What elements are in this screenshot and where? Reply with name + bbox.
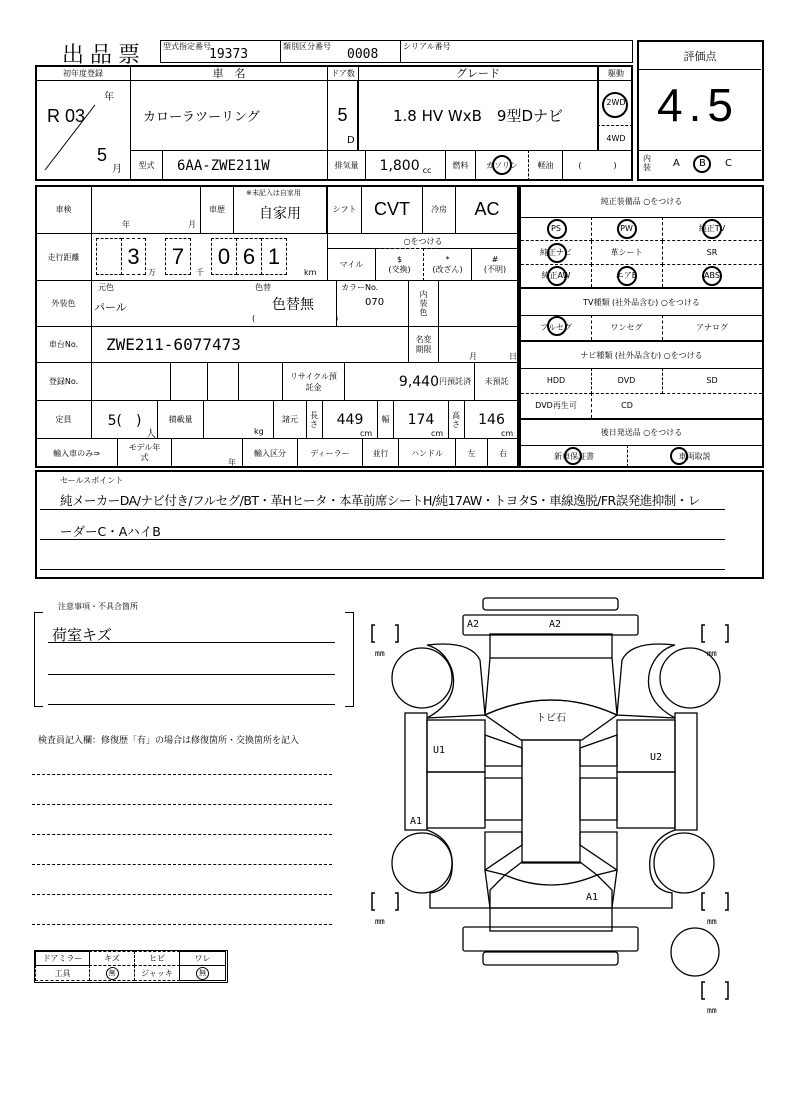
color-no-label: カラーNo. [341, 283, 379, 292]
mirror-scratch: キズ [89, 951, 135, 966]
damage-mark: U2 [650, 752, 663, 763]
navi-dvd-playback: DVD再生可 [521, 393, 592, 418]
mileage-digit: 1 [261, 238, 287, 275]
length-label: 長さ [306, 400, 323, 439]
year-unit: 年 [104, 92, 114, 103]
shift-label: シフト [327, 185, 362, 234]
right-front-fender [617, 644, 675, 718]
tv-analog: アナログ [696, 323, 728, 332]
nc-day: 日 [509, 352, 517, 361]
equipment-item: 純正ナビ [521, 241, 592, 265]
history: 自家用 [259, 205, 301, 222]
damage-mark: U1 [433, 745, 446, 756]
notes-line: 荷室キズ [52, 626, 112, 644]
sales-line: ーダーC・AハイB [60, 524, 161, 539]
recycle-label: リサイクル預託金 [282, 362, 345, 401]
navi-label: ナビ種類 (社外品含む) ○をつける [519, 340, 764, 369]
mileage-label: 走行距離 [35, 233, 92, 281]
doors: 5 [327, 80, 359, 151]
shift: CVT [361, 185, 423, 234]
capacity-label: 定員 [35, 400, 92, 439]
height-label: 高さ [448, 400, 465, 439]
km-unit: km [304, 268, 317, 277]
model-year-unit: 年 [228, 458, 236, 467]
later-label: 後日発送品 ○をつける [519, 418, 764, 446]
damage-mark: A2 [549, 619, 562, 630]
tv-fullseg: フルセグ [521, 315, 592, 340]
recycle-amount: 9,440 [398, 373, 439, 390]
sales-label: セールスポイント [60, 476, 124, 485]
tv-label: TV種類 (社外品含む) ○をつける [519, 287, 764, 316]
left-front-tire [392, 648, 452, 708]
doors-label: ドア数 [327, 65, 359, 81]
inspection-month-unit: 月 [188, 220, 196, 229]
width-label: 幅 [377, 400, 394, 439]
type-no: 19373 [209, 47, 249, 62]
tv-oneseg: ワンセグ [591, 315, 663, 340]
car-name: カローラツーリング [130, 80, 328, 151]
tire-bracket [702, 625, 728, 642]
left-sill [405, 713, 427, 830]
mirror-label: ドアミラー [35, 951, 90, 966]
interior-grade-c: C [725, 158, 732, 169]
navi-hdd: HDD [521, 368, 592, 394]
drive-2wd: 2WD [597, 80, 633, 126]
mileage-digit: 3 [121, 238, 146, 275]
roof [522, 740, 580, 863]
equipment-item: ABS [704, 271, 720, 280]
left-rear-door [427, 772, 485, 828]
reg-no-label: 登録No. [35, 362, 92, 401]
left-front-fender [427, 644, 485, 718]
navi-sd: SD [662, 368, 762, 394]
handle-right: 右 [487, 438, 519, 468]
color-label: 外装色 [35, 280, 92, 327]
equipment-item: PS [521, 217, 592, 241]
navi-dvd: DVD [591, 368, 663, 394]
chassis-label: 車台No. [35, 326, 92, 363]
recycle-unpaid: 未預託 [474, 362, 519, 401]
grade: 1.8 HV WxB 9型Dナビ [358, 80, 598, 151]
equipment-item: PW [591, 217, 663, 241]
handle-left: 左 [455, 438, 488, 468]
score-value: 4.5 [657, 79, 739, 131]
load-label: 積載量 [157, 400, 204, 439]
mileage-mark-label: ○をつける [327, 233, 519, 249]
month-unit: 月 [112, 164, 122, 175]
mm-unit: mm [707, 1006, 717, 1015]
cc-unit: cc [422, 166, 432, 175]
fuel-diesel: 軽油 [528, 150, 563, 181]
orig-color-label: 元色 [98, 283, 114, 292]
equipment-label: 純正装備品 ○をつける [521, 186, 762, 218]
displacement: 1,800 [379, 157, 420, 174]
width: 174 [407, 411, 435, 428]
spec-label: 諸元 [273, 400, 307, 439]
inspection-year-unit: 年 [122, 220, 130, 229]
damage-mark: A1 [586, 892, 599, 903]
displacement-label: 排気量 [327, 150, 366, 181]
equipment-item: エアB [591, 264, 663, 287]
repaint-label: 色替 [255, 283, 271, 292]
later-manual: 車両取説 [678, 451, 711, 461]
import-parallel: 並行 [362, 438, 399, 468]
capacity: 5( ) [107, 412, 142, 429]
tire-bracket [372, 625, 398, 642]
mileage-mark-unknown: # (不明) [471, 248, 519, 281]
first-reg-label: 初年度登録 [35, 65, 131, 81]
length: 449 [336, 411, 364, 428]
grade-label: グレード [358, 65, 598, 81]
mm-unit: mm [375, 649, 385, 658]
handle-label: ハンドル [398, 438, 456, 468]
first-reg-year: R 03 [47, 106, 86, 126]
right-front-door [617, 720, 675, 772]
notes-label: 注意事項・不具合箇所 [58, 602, 138, 611]
right-rear-tire [654, 833, 714, 893]
rear-glass [505, 862, 597, 885]
tire-bracket [702, 982, 728, 999]
serial-label: シリアル番号 [403, 42, 451, 51]
repaint: 色替無 [272, 297, 314, 313]
cm-unit: cm [431, 429, 444, 438]
model: 6AA-ZWE211W [162, 150, 328, 181]
jack-value: 無 [196, 967, 209, 980]
import-type-label: 輸入区分 [242, 438, 298, 468]
height: 146 [478, 411, 505, 428]
inspector-label: 検査員記入欄：修復歴「有」の場合は修復箇所・交換箇所を記入 [38, 736, 300, 746]
cm-unit: cm [360, 429, 373, 438]
spare-tire [671, 928, 719, 976]
damage-mark: A1 [410, 816, 423, 827]
damage-mark: A2 [467, 619, 480, 630]
ac: AC [455, 185, 519, 234]
history-note: ※未記入は自家用 [246, 189, 301, 197]
damage-mark: トビ石 [536, 713, 566, 724]
car-name-label: 車 名 [130, 65, 328, 81]
left-rear-tire [392, 833, 452, 893]
equipment-item: SR [662, 241, 762, 265]
front-grille [483, 598, 618, 610]
right-rear-door [617, 772, 675, 828]
interior-grade-b: B [699, 158, 706, 169]
tire-bracket [702, 893, 728, 910]
sales-line: 純メーカーDA/ナビ付き/フルセグ/BT・革Hヒータ・本革前席シートH/純17AW・トヨタS・車線逸脱/FR誤発進抑制・レ [60, 493, 700, 508]
mileage-digit: 0 [211, 238, 237, 275]
capacity-unit: 人 [146, 429, 156, 440]
import-label: 輸入車のみ⇒ [35, 438, 118, 468]
ac-label: 冷房 [422, 185, 456, 234]
import-dealer: ディーラー [297, 438, 363, 468]
inspection-label: 車検 [35, 185, 92, 234]
kg-unit: kg [254, 427, 264, 436]
equipment-item: 純正AW [521, 264, 592, 287]
chassis-no: ZWE211-6077473 [91, 326, 409, 363]
fuel-label: 燃料 [445, 150, 476, 181]
middle-windows [485, 778, 617, 820]
mirror-crack: ヒビ [134, 951, 180, 966]
mirror-broken: ワレ [179, 951, 226, 966]
left-rear-fender [427, 830, 490, 908]
history-label: 車歴 [200, 185, 234, 234]
fuel-gasoline: ガソリン [475, 150, 529, 181]
equipment-item: 革シート [591, 241, 663, 265]
doors-unit: D [347, 135, 355, 146]
cm-unit: cm [501, 429, 514, 438]
mileage-digit: 6 [236, 238, 262, 275]
first-reg-month: 5 [97, 145, 108, 165]
model-label: 型式 [130, 150, 163, 181]
color-no: 070 [365, 297, 385, 308]
score-label: 評価点 [639, 42, 761, 70]
interior-color-label: 内装色 [408, 280, 439, 327]
mm-unit: mm [707, 917, 717, 926]
tools-value: 無 [106, 967, 119, 980]
mileage-mark-mile: マイル [327, 248, 376, 281]
sen-unit: 千 [196, 268, 204, 277]
mm-unit: mm [707, 649, 717, 658]
navi-cd: CD [621, 401, 633, 410]
equipment-item: 純正TV [662, 217, 762, 241]
drive-label: 駆動 [597, 65, 633, 81]
hood [485, 658, 617, 715]
type-no-label: 型式指定番号 [163, 42, 211, 51]
name-change-label: 名変期限 [408, 326, 439, 363]
interior-grade-a: A [673, 158, 680, 169]
sheet-title: 出品票 [62, 43, 147, 68]
mileage-mark-tampered: * (改ざん) [423, 248, 472, 281]
front-panel [490, 634, 612, 658]
interior-label: 内装 [643, 154, 651, 172]
class-no-label: 類別区分番号 [283, 42, 331, 51]
fuel-other: ( ) [562, 150, 633, 181]
orig-color: パール [94, 301, 127, 314]
jack-label: ジャッキ [134, 965, 180, 981]
tire-bracket [372, 893, 398, 910]
class-no: 0008 [347, 47, 379, 62]
repaint-paren: ( ) [252, 314, 339, 323]
recycle-status: 円預託済 [439, 377, 471, 386]
man-unit: 万 [148, 268, 156, 277]
mm-unit: mm [375, 917, 385, 926]
rear-garnish [483, 952, 618, 965]
later-warranty: 新車保証書 [521, 445, 628, 467]
drive-4wd: 4WD [597, 125, 633, 151]
model-year-label: モデル年式 [117, 438, 172, 468]
rear-windows [485, 832, 617, 870]
right-sill [675, 713, 697, 830]
mileage-mark-replaced: $ (交換) [375, 248, 424, 281]
tools-label: 工具 [35, 965, 90, 981]
right-rear-fender [612, 830, 675, 908]
mileage-digit: 7 [165, 238, 191, 275]
nc-month: 月 [469, 352, 477, 361]
